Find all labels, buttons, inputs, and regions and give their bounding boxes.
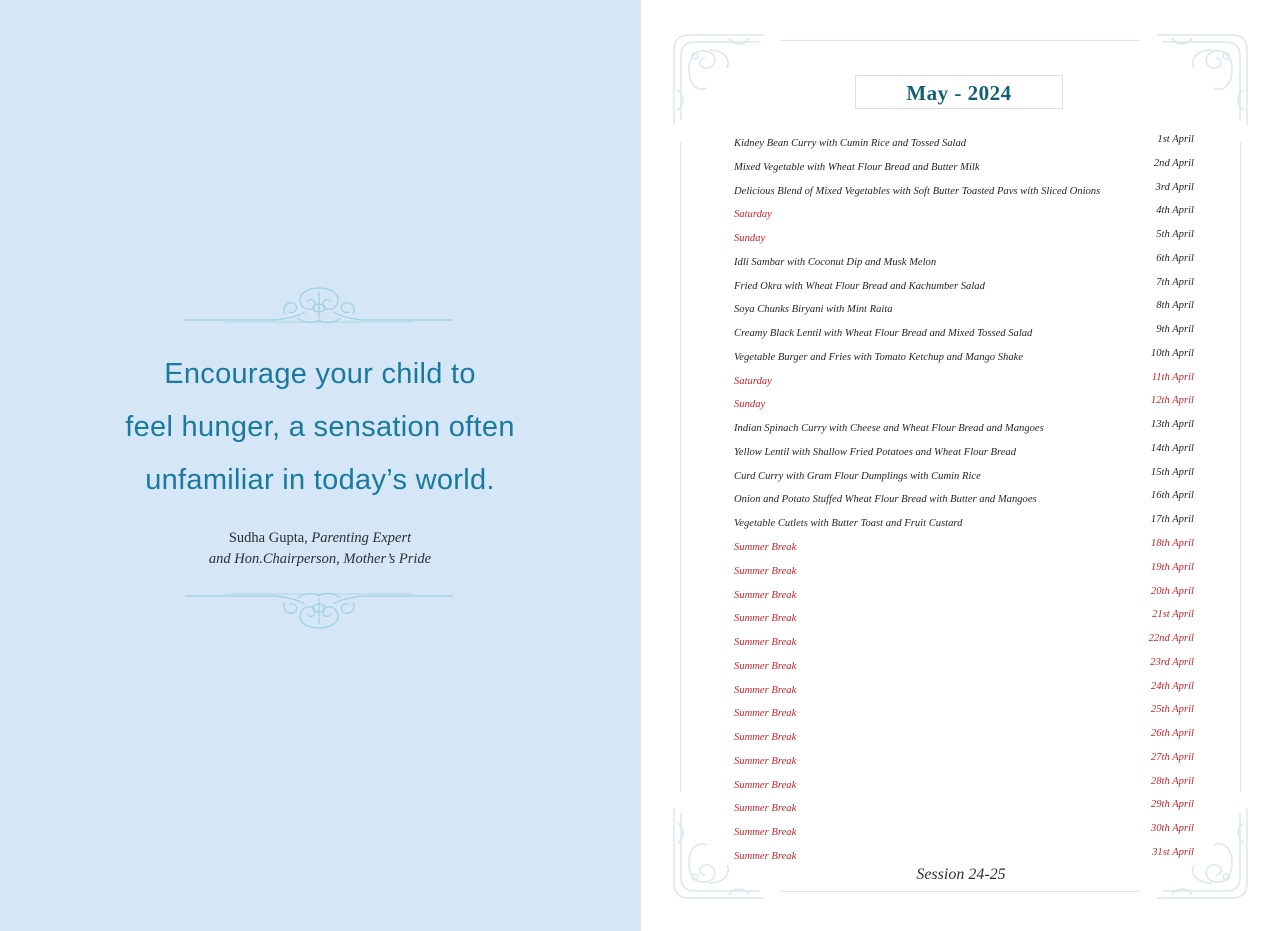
menu-row [734,749,1194,773]
menu-item-text: Sunday [734,399,766,411]
menu-row [734,630,1194,654]
menu-date: 7th April [1156,276,1194,288]
menu-row [734,392,1194,416]
menu-row [734,773,1194,797]
menu-row [734,345,1194,369]
menu-item-text: Summer Break [734,732,797,744]
menu-row [734,583,1194,607]
menu-row [734,796,1194,820]
menu-date: 11th April [1151,371,1194,383]
menu-item-text: Onion and Potato Stuffed Wheat Flour Bread with Butter and Mangoes [734,494,1037,506]
menu-item-text: Mixed Vegetable with Wheat Flour Bread and Butter Milk [734,161,980,173]
menu-item-text: Soya Chunks Biryani with Mint Raita [734,304,893,316]
menu-date: 3rd April [1155,181,1194,193]
menu-date: 16th April [1150,490,1194,502]
quote-attribution [120,528,520,570]
menu-row [734,369,1194,393]
menu-row [734,678,1194,702]
menu-item-text: Saturday [734,375,772,387]
menu-row [734,297,1194,321]
right-page [640,0,1280,931]
menu-date: 6th April [1156,252,1194,264]
menu-row [734,464,1194,488]
menu-date: 5th April [1156,229,1194,241]
border-right [1240,142,1241,792]
menu-item-text: Kidney Bean Curry with Cumin Rice and Tossed Salad [734,138,967,149]
menu-date: 17th April [1150,514,1194,526]
menu-item-text: Idli Sambar with Coconut Dip and Musk Melon [734,256,937,268]
quote-line-2: feel hunger, a sensation often [125,411,515,443]
author-name: Sudha Gupta, [228,530,308,546]
menu-list [734,131,1194,868]
menu-date: 27th April [1150,751,1194,763]
corner-flourish-icon [669,30,769,130]
menu-date: 21st April [1152,609,1194,621]
menu-item-text: Summer Break [734,660,797,672]
menu-item-text: Delicious Blend of Mixed Vegetables with Soft Butter Toasted Pavs with Sliced Onions [734,185,1101,197]
border-top [781,40,1139,41]
menu-row [734,701,1194,725]
menu-row [734,250,1194,274]
menu-row [734,202,1194,226]
menu-date: 8th April [1156,300,1194,312]
menu-date: 1st April [1157,134,1194,145]
menu-item-text: Summer Break [734,850,797,862]
menu-item-text: Vegetable Cutlets with Butter Toast and Fruit Custard [734,518,963,530]
menu-date: 20th April [1150,585,1194,597]
scroll-ornament-icon [185,284,453,328]
menu-item-text: Fried Okra with Wheat Flour Bread and Kachumber Salad [734,280,985,292]
menu-date: 24th April [1150,680,1194,692]
menu-date: 13th April [1150,419,1194,431]
menu-row [734,844,1194,868]
quote-line-3: unfamiliar in today’s world. [145,464,495,496]
menu-row [734,179,1194,203]
parenting-quote [110,348,530,507]
menu-row [734,559,1194,583]
menu-item-text: Yellow Lentil with Shallow Fried Potatoes and Wheat Flour Bread [734,446,1017,458]
menu-item-text: Curd Curry with Gram Flour Dumplings with Cumin Rice [734,470,981,482]
menu-item-text: Summer Break [734,684,797,696]
menu-row [734,487,1194,511]
month-title: May - 2024 [855,75,1063,109]
menu-date: 26th April [1150,728,1194,740]
menu-item-text: Summer Break [734,827,797,839]
menu-date: 23rd April [1150,656,1194,668]
menu-date: 19th April [1150,561,1194,573]
menu-item-text: Saturday [734,209,772,221]
menu-item-text: Vegetable Burger and Fries with Tomato Ketchup and Mango Shake [734,351,1024,363]
menu-date: 10th April [1150,347,1194,359]
menu-item-text: Summer Break [734,565,797,577]
menu-date: 31st April [1152,846,1194,858]
menu-row [734,511,1194,535]
menu-date: 18th April [1150,538,1194,550]
author-role: Parenting Expert [311,530,412,546]
menu-item-text: Creamy Black Lentil with Wheat Flour Bread and Mixed Tossed Salad [734,328,1033,340]
scroll-ornament-icon [185,588,453,632]
menu-item-text: Summer Break [734,589,797,601]
menu-item-text: Sunday [734,233,766,245]
menu-date: 2nd April [1153,157,1194,169]
menu-date: 22nd April [1148,633,1194,645]
border-bottom [781,891,1139,892]
menu-row [734,131,1194,155]
menu-item-text: Summer Break [734,708,797,720]
menu-date: 28th April [1150,775,1194,787]
menu-row [734,321,1194,345]
menu-item-text: Summer Break [734,637,797,649]
menu-item-text: Summer Break [734,755,797,767]
menu-item-text: Summer Break [734,613,797,625]
menu-date: 9th April [1156,324,1194,336]
menu-row [734,416,1194,440]
session-footer: Session 24-25 [916,866,1006,883]
menu-row [734,725,1194,749]
menu-date: 25th April [1150,704,1194,716]
quote-line-1: Encourage your child to [164,358,476,390]
menu-date: 12th April [1150,395,1194,407]
menu-row [734,535,1194,559]
menu-item-text: Summer Break [734,542,797,554]
menu-row [734,274,1194,298]
menu-row [734,606,1194,630]
menu-item-text: Indian Spinach Curry with Cheese and Wheat Flour Bread and Mangoes [734,423,1044,435]
menu-item-text: Summer Break [734,803,797,815]
menu-row [734,820,1194,844]
menu-date: 14th April [1150,442,1194,454]
border-left [680,142,681,792]
menu-date: 15th April [1150,466,1194,478]
corner-flourish-icon [1152,30,1252,130]
menu-row [734,440,1194,464]
menu-item-text: Summer Break [734,779,797,791]
menu-row [734,155,1194,179]
menu-row [734,226,1194,250]
menu-date: 29th April [1150,799,1194,811]
menu-date: 30th April [1150,823,1194,835]
menu-date: 4th April [1156,205,1194,217]
menu-row [734,654,1194,678]
author-role-detail: and Hon.Chairperson, Mother’s Pride [208,551,432,567]
